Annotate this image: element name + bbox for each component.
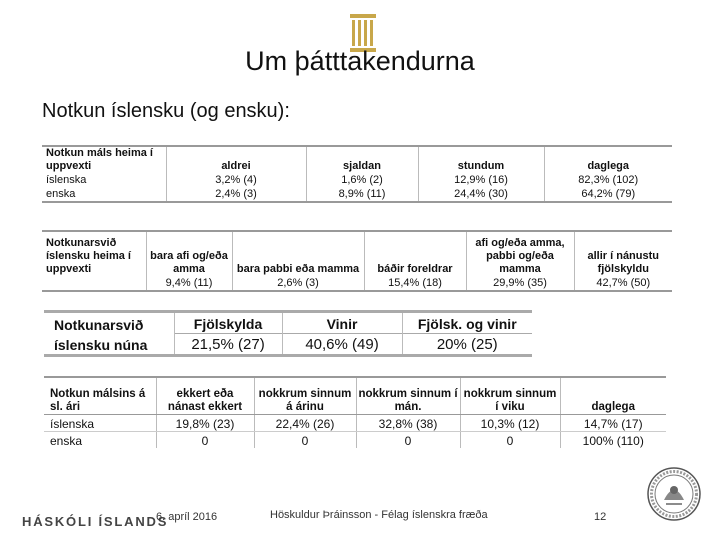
table-header-cell: Fjölsk. og vinir xyxy=(402,312,532,334)
table-header-cell: Vinir xyxy=(282,312,402,334)
table-cell: íslenska xyxy=(44,415,156,432)
table-header-cell: afi og/eða amma, pabbi og/eða mamma xyxy=(466,231,574,276)
table-cell: enska xyxy=(50,434,83,448)
table-row xyxy=(44,334,532,356)
table-header-cell: Notkunarsvið xyxy=(54,316,144,333)
table-row xyxy=(42,187,672,202)
table-header-row xyxy=(44,312,532,334)
table-cell: 3,2% (4) xyxy=(166,173,306,187)
table-cell: 20% (25) xyxy=(402,334,532,356)
table-header-cell: daglega xyxy=(544,146,672,173)
table-cell: 0 xyxy=(156,432,254,449)
table-header-cell: nokkrum sinnum í mán. xyxy=(356,377,460,415)
table-cell: 2,4% (3) xyxy=(166,187,306,202)
table-cell: 8,9% (11) xyxy=(306,187,418,202)
table-cell: 12,9% (16) xyxy=(418,173,544,187)
table-cell: 21,5% (27) xyxy=(174,334,282,356)
table-row xyxy=(42,173,672,187)
table-cell: 0 xyxy=(460,432,560,449)
table-cell: 15,4% (18) xyxy=(364,276,466,291)
table-cell xyxy=(42,276,146,291)
university-seal-icon xyxy=(646,464,702,524)
table-header-cell: Fjölskylda xyxy=(174,312,282,334)
table-cell: 42,7% (50) xyxy=(574,276,672,291)
footer-date: 6. apríl 2016 xyxy=(156,511,218,523)
table-cell: 32,8% (38) xyxy=(356,415,460,432)
table-cell: 10,3% (12) xyxy=(460,415,560,432)
table-header-row xyxy=(44,377,666,415)
table-row xyxy=(42,276,672,291)
table-cell: 19,8% (23) xyxy=(156,415,254,432)
table-header-cell: nokkrum sinnum á árinu xyxy=(254,377,356,415)
table-header-cell: daglega xyxy=(560,377,666,415)
table-header-cell: Notkunarsvið íslensku heima í uppvexti xyxy=(46,237,131,275)
table-header-cell: Notkun máls heima í uppvexti xyxy=(46,147,153,172)
table-header-cell: ekkert eða nánast ekkert xyxy=(156,377,254,415)
current-usage-table xyxy=(44,310,532,357)
table-cell: 14,7% (17) xyxy=(560,415,666,432)
table-row xyxy=(44,415,666,432)
table-header-cell: allir í nánustu fjölskyldu xyxy=(574,231,672,276)
table-cell: íslensku núna xyxy=(54,337,148,353)
table-header-cell: aldrei xyxy=(166,146,306,173)
table-header-cell: stundum xyxy=(418,146,544,173)
table-cell: 0 xyxy=(254,432,356,449)
table-cell: enska xyxy=(46,188,76,200)
slide-title: Um þátttakendurna xyxy=(245,46,475,76)
usage-domain-childhood-table xyxy=(42,230,672,292)
table-cell: 29,9% (35) xyxy=(466,276,574,291)
table-header-cell: nokkrum sinnum í viku xyxy=(460,377,560,415)
table-cell: 100% (110) xyxy=(560,432,666,449)
table-header-cell: bara pabbi eða mamma xyxy=(232,231,364,276)
table-cell: 2,6% (3) xyxy=(232,276,364,291)
table-cell: 0 xyxy=(356,432,460,449)
table-cell: 40,6% (49) xyxy=(282,334,402,356)
table-header-cell: báðir foreldrar xyxy=(364,231,466,276)
table-row xyxy=(44,432,666,449)
page-number: 12 xyxy=(594,511,607,523)
table-header-row xyxy=(42,231,672,276)
footer-author: Höskuldur Þráinsson - Félag íslenskra fræða xyxy=(270,509,488,521)
table-header-cell: sjaldan xyxy=(306,146,418,173)
table-cell: 82,3% (102) xyxy=(544,173,672,187)
table-cell: 22,4% (26) xyxy=(254,415,356,432)
table-cell: 1,6% (2) xyxy=(306,173,418,187)
slide-subtitle: Notkun íslensku (og ensku): xyxy=(42,100,290,122)
table-header-cell: Notkun málsins á sl. ári xyxy=(44,377,156,415)
table-cell: 9,4% (11) xyxy=(146,276,232,291)
table-cell: 24,4% (30) xyxy=(418,187,544,202)
table-header-row xyxy=(42,146,672,173)
table-header-cell: bara afi og/eða amma xyxy=(146,231,232,276)
last-year-usage-table xyxy=(44,376,666,448)
footer-brand: HÁSKÓLI ÍSLANDS xyxy=(22,514,169,529)
table-cell: íslenska xyxy=(46,174,87,186)
table-cell: 64,2% (79) xyxy=(544,187,672,202)
home-language-table xyxy=(42,145,672,203)
